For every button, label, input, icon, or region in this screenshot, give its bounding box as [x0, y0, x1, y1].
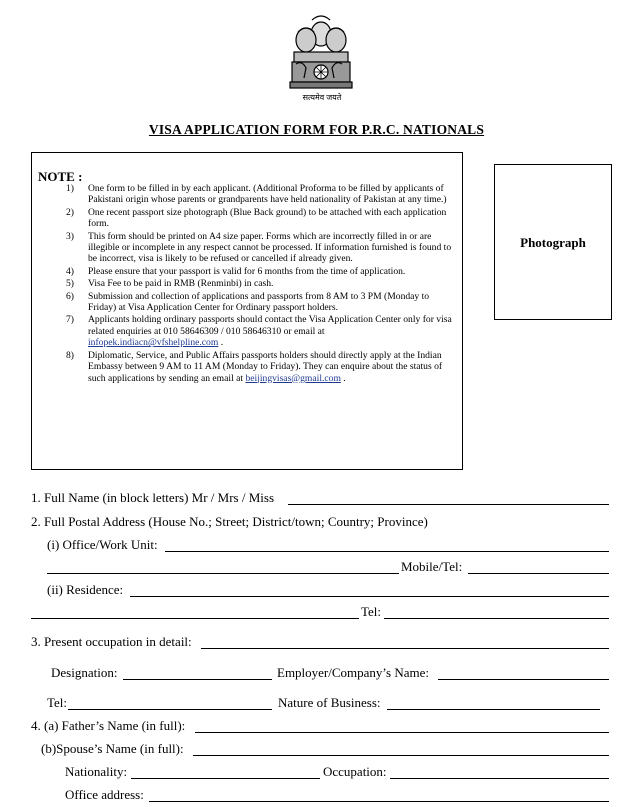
business-nature-label: Nature of Business:	[278, 695, 381, 710]
office-mobile-label: Mobile/Tel:	[401, 559, 463, 574]
occupation-label: 3. Present occupation in detail:	[31, 634, 192, 649]
residence-label: (ii) Residence:	[47, 582, 124, 597]
note-item	[66, 207, 456, 230]
residence-field[interactable]	[130, 596, 609, 597]
page-title: VISA APPLICATION FORM FOR P.R.C. NATIONALS	[148, 122, 485, 137]
national-emblem-icon	[282, 12, 360, 94]
residence-tel-label: Tel:	[361, 604, 382, 619]
note-number: 7)	[66, 314, 74, 326]
spouse-occupation-field[interactable]	[390, 778, 609, 779]
note-item	[66, 314, 456, 348]
note-text: One form to be filled in by each applicant. (Additional Proforma to be filled by applicants of Pakistani origin whose parents or grandparents have held nationality of Pakistan at any time.)	[88, 183, 447, 206]
office-mobile-field[interactable]	[468, 573, 609, 574]
nationality-field[interactable]	[131, 778, 320, 779]
full-name-label: 1. Full Name (in block letters) Mr / Mrs / Miss	[31, 490, 275, 505]
father-name-field[interactable]	[195, 732, 609, 733]
embassy-email-link[interactable]: beijingvisas@gmail.com	[245, 372, 341, 384]
spouse-name-label: (b)Spouse’s Name (in full):	[41, 741, 184, 756]
note-item	[66, 278, 456, 289]
office-address-label: Office address:	[65, 787, 144, 802]
note-text	[88, 350, 456, 384]
work-tel-field[interactable]	[68, 709, 272, 710]
note-item	[66, 183, 456, 206]
postal-address-label: 2. Full Postal Address (House No.; Street; District/town; Country; Province)	[31, 514, 428, 529]
full-name-field[interactable]	[288, 504, 609, 505]
note-title: NOTE :	[38, 169, 83, 184]
note-number: 5)	[66, 278, 74, 290]
office-unit-field[interactable]	[165, 551, 609, 552]
employer-label: Employer/Company’s Name:	[277, 665, 430, 680]
nationality-label: Nationality:	[65, 764, 128, 779]
designation-label: Designation:	[51, 665, 118, 680]
note-text-body: Diplomatic, Service, and Public Affairs passports holders should directly apply at the Indian Embassy between 9 AM to 11 AM (Monday to Friday). They can enquire about the status of such applications by sending an email at	[88, 349, 443, 384]
note-text: Submission and collection of applications and passports from 8 AM to 3 PM (Monday to Friday) at Visa Application Center for Ordinary passport holders.	[88, 290, 430, 314]
note-number: 3)	[66, 230, 74, 242]
note-text-end: .	[340, 372, 346, 384]
note-text: Please ensure that your passport is valid for 6 months from the time of application.	[88, 265, 406, 277]
residence-field-line2[interactable]	[31, 618, 359, 619]
note-text: One recent passport size photograph (Blue Back ground) to be attached with each application form.	[88, 206, 447, 230]
spouse-occupation-label: Occupation:	[323, 764, 387, 779]
note-item	[66, 231, 456, 265]
employer-field[interactable]	[438, 679, 609, 680]
emblem-motto: सत्यमेव जयते	[302, 93, 342, 102]
office-unit-label: (i) Office/Work Unit:	[47, 537, 158, 552]
note-box	[31, 152, 463, 470]
note-text-end: .	[218, 337, 224, 349]
note-item	[66, 350, 456, 384]
office-address-field[interactable]	[149, 801, 609, 802]
note-number: 4)	[66, 265, 74, 277]
note-number: 6)	[66, 290, 74, 302]
note-text: Visa Fee to be paid in RMB (Renminbi) in cash.	[88, 278, 274, 290]
residence-tel-field[interactable]	[384, 618, 609, 619]
office-unit-field-line2[interactable]	[47, 573, 399, 574]
business-nature-field[interactable]	[387, 709, 600, 710]
note-number: 2)	[66, 206, 74, 218]
photograph-label: Photograph	[520, 235, 586, 250]
occupation-field[interactable]	[201, 648, 609, 649]
note-text: This form should be printed on A4 size paper. Forms which are incorrectly filled in or are illegible or incomplete in any respect cannot be processed. If information furnished is found to be incorrect, visa is likely to be refused or cancelled if already given.	[88, 230, 452, 265]
note-number: 8)	[66, 349, 74, 361]
vfs-email-link[interactable]: infopek.indiacn@vfshelpline.com	[88, 337, 219, 349]
spouse-name-field[interactable]	[193, 755, 609, 756]
father-name-label: 4. (a) Father’s Name (in full):	[31, 718, 186, 733]
note-text-body: Applicants holding ordinary passports should contact the Visa Application Center only for visa related enquiries at 010 58646309 / 010 58646310 or email at	[88, 314, 452, 337]
designation-field[interactable]	[123, 679, 272, 680]
note-text	[88, 314, 456, 348]
note-item	[66, 266, 456, 277]
note-list	[66, 183, 456, 385]
note-number: 1)	[66, 183, 74, 194]
note-item	[66, 291, 456, 314]
photograph-box[interactable]	[494, 164, 612, 320]
work-tel-label: Tel:	[47, 695, 68, 710]
